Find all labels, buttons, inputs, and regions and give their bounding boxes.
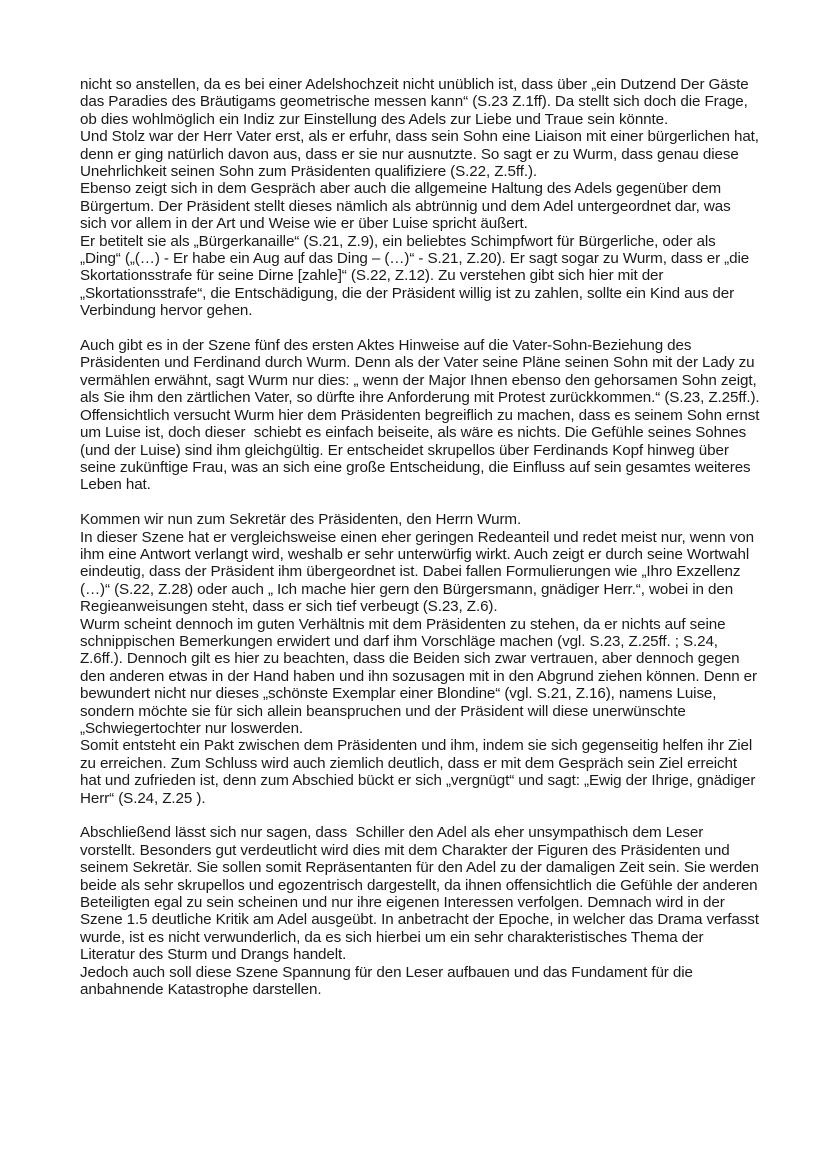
paragraph: Jedoch auch soll diese Szene Spannung für den Leser aufbauen und das Fundament für die anbahnende Katastrophe darstellen. xyxy=(80,963,697,999)
paragraph-gap xyxy=(80,494,760,511)
document-page xyxy=(80,76,764,999)
paragraph: In dieser Szene hat er vergleichsweise einen eher geringen Redeanteil und redet meist nur, wenn von ihm eine Antwort verlangt wird, weshalb er sehr unterwürfig wirkt. Auch zeigt er durch seine Wortwahl eindeutig, dass der Präsident ihm übergeordnet ist. Dabei fallen Formulierungen wie „Ihro Exzellenz (…)“ (S.22, Z.28) oder auch „ Ich mache hier gern den Bürgersmann, gnädiger Herr.“, wobei in den Regieanweisungen steht, dass er sich tief verbeugt (S.23, Z.6). xyxy=(80,528,759,616)
paragraph: Kommen wir nun zum Sekretär des Präsidenten, den Herrn Wurm. xyxy=(80,511,522,529)
paragraph: Auch gibt es in der Szene fünf des ersten Aktes Hinweise auf die Vater-Sohn-Beziehung des Präsidenten und Ferdinand durch Wurm. Denn als der Vater seine Pläne seinen Sohn mit der Lady zu vermählen erwähnt, sagt Wurm nur dies: „ wenn der Major Ihnen ebenso den gehorsamen Sohn zeigt, als Sie ihm den zärtlichen Vater, so dürfte ihre Anforderung mit Protest zurückkommen.“ (S.23, Z.25ff.). Offensichtlich versucht Wurm hier dem Präsidenten begreiflich zu machen, dass es seinem Sohn ernst um Luise ist, doch dieser schiebt es einfach beiseite, als wäre es nichts. Die Gefühle seines Sohnes (und der Luise) sind ihm gleichgültig. Er entscheidet skrupellos über Ferdinands Kopf hinweg über seine zukünftige Frau, was an sich eine große Entscheidung, die Einfluss auf sein gesamtes weiteres Leben hat. xyxy=(80,337,764,494)
paragraph: nicht so anstellen, da es bei einer Adelshochzeit nicht unüblich ist, dass über „ein Dutzend Der Gäste das Paradies des Bräutigams geometrische messen kann“ (S.23 Z.1ff). Da stellt sich doch die Frage, ob dies wohlmöglich ein Indiz zur Einstellung des Adels zur Liebe und Traue sein könnte. xyxy=(80,76,753,128)
paragraph-gap xyxy=(80,807,760,824)
paragraph: Und Stolz war der Herr Vater erst, als er erfuhr, dass sein Sohn eine Liaison mit einer bürgerlichen hat, denn er ging natürlich davon aus, dass er sie nur ausnutzte. So sagt er zu Wurm, dass genau diese Unehrlichkeit seinen Sohn zum Präsidenten qualifiziere (S.22, Z.5ff.). xyxy=(80,128,764,181)
paragraph: Er betitelt sie als „Bürgerkanaille“ (S.21, Z.9), ein beliebtes Schimpfwort für Bürgerliche, oder als „Ding“ („(…) - Er habe ein Aug auf das Ding – (…)“ - S.21, Z.20). Er sagt sogar zu Wurm, dass er „die Skortationsstrafe für seine Dirne [zahle]“ (S.22, Z.12). Zu verstehen gibt sich hier mit der „Skortationsstrafe“, die Entschädigung, die der Präsident willig ist zu zahlen, sollte ein Kind aus der Verbindung hervor gehen. xyxy=(80,232,754,320)
paragraph: Abschließend lässt sich nur sagen, dass Schiller den Adel als eher unsympathisch dem Leser vorstellt. Besonders gut verdeutlicht wird dies mit dem Charakter der Figuren des Präsidenten und seinem Sekretär. Sie sollen somit Repräsentanten für den Adel zu der damaligen Zeit sein. Sie werden beide als sehr skrupellos und egozentrisch dargestellt, da ihnen offensichtlich die Gefühle der anderen Beteiligten egal zu sein scheinen und nur ihre eigenen Interessen verfolgen. Demnach wird in der Szene 1.5 deutliche Kritik am Adel ausgeübt. In anbetracht der Epoche, in welcher das Drama verfasst wurde, ist es nicht verwunderlich, da es sich hierbei um ein sehr charakteristisches Thema der Literatur des Sturm und Drangs handelt. xyxy=(80,824,764,964)
paragraph-gap xyxy=(80,320,760,337)
paragraph: Somit entsteht ein Pakt zwischen dem Präsidenten und ihm, indem sie sich gegenseitig helfen ihr Ziel zu erreichen. Zum Schluss wird auch ziemlich deutlich, dass er mit dem Gespräch sein Ziel erreicht hat und zufrieden ist, denn zum Abschied bückt er sich „vergnügt“ und sagt: „Ewig der Ihrige, gnädiger Herr“ (S.24, Z.25 ). xyxy=(80,737,760,807)
paragraph: Wurm scheint dennoch im guten Verhältnis mit dem Präsidenten zu stehen, da er nichts auf seine schnippischen Bemerkungen erwidert und darf ihm Vorschläge machen (vgl. S.23, Z.25ff. ; S.24, Z.6ff.). Dennoch gilt es hier zu beachten, dass die Beiden sich zwar vertrauen, aber dennoch gegen den anderen etwas in der Hand haben und ihn sozusagen mit in den Abgrund ziehen können. Denn er bewundert nicht nur dieses „schönste Exemplar einer Blondine“ (vgl. S.21, Z.16), namens Luise, sondern möchte sie für sich allein beanspruchen und der Präsident will diese unerwünschte „Schwiegertochter nur loswerden. xyxy=(80,615,762,737)
paragraph: Ebenso zeigt sich in dem Gespräch aber auch die allgemeine Haltung des Adels gegenüber dem Bürgertum. Der Präsident stellt dieses nämlich als abtrünnig und dem Adel untergeordnet dar, was sich vor allem in der Art und Weise wie er über Luise spricht äußert. xyxy=(80,180,735,233)
